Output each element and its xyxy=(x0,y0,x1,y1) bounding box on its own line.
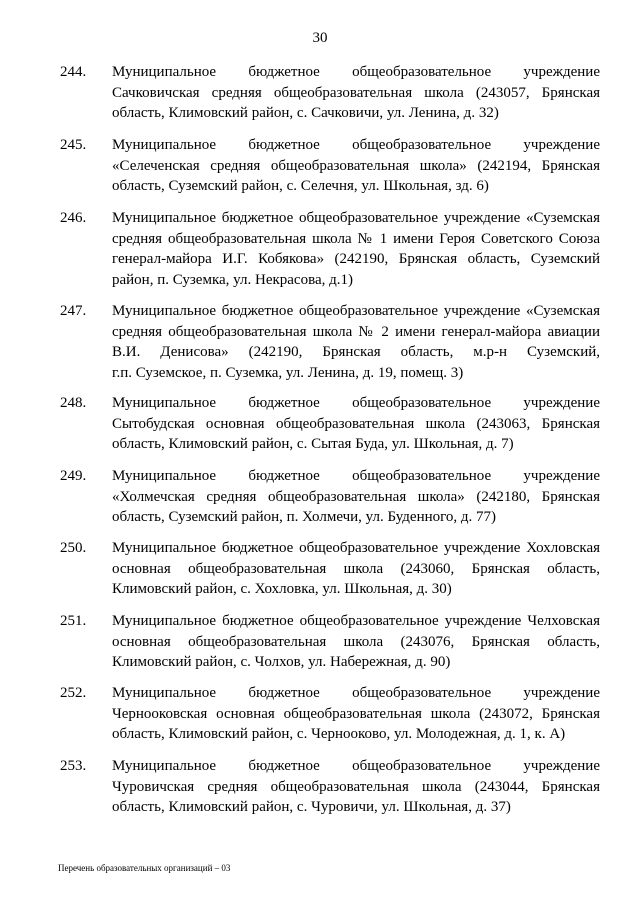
item-line: Муниципальное бюджетное общеобразовательное учреждение Хохловская xyxy=(112,540,600,556)
item-line: область, Климовский район, с. Чернооково, ул. Молодежная, д. 1, к. А) xyxy=(112,726,566,742)
item-line: Сытобудская основная общеобразовательная школа (243063, Брянская xyxy=(112,415,600,432)
item-line: Муниципальное бюджетное общеобразовательное учреждение xyxy=(112,758,600,774)
item-line: Чернооковская основная общеобразовательная школа (243072, Брянская xyxy=(112,705,600,722)
item-text xyxy=(112,466,600,528)
item-line: «Селеченская средняя общеобразовательная школа» (242194, Брянская xyxy=(112,157,600,174)
list-item xyxy=(60,301,600,393)
item-line: Муниципальное бюджетное общеобразовательное учреждение xyxy=(112,685,600,701)
item-line: область, Суземский район, п. Холмечи, ул. Буденного, д. 77) xyxy=(112,509,497,525)
page-footer: Перечень образовательных организаций – 03 xyxy=(58,863,231,873)
item-line: Муниципальное бюджетное общеобразовательное учреждение xyxy=(112,395,600,411)
list-item xyxy=(60,208,600,301)
item-line: Муниципальное бюджетное общеобразовательное учреждение xyxy=(112,137,600,153)
list-item xyxy=(60,393,600,466)
list-item xyxy=(60,135,600,208)
item-number: 251. xyxy=(60,613,87,629)
item-number: 250. xyxy=(60,540,87,556)
item-line: Муниципальное бюджетное общеобразовательное учреждение xyxy=(112,468,600,484)
item-line: «Холмечская средняя общеобразовательная школа» (242180, Брянская xyxy=(112,488,600,505)
item-line: Климовский район, с. Чолхов, ул. Набережная, д. 90) xyxy=(112,654,451,670)
item-number: 244. xyxy=(60,64,87,80)
item-line: Климовский район, с. Хохловка, ул. Школьная, д. 30) xyxy=(112,581,452,597)
list-item xyxy=(60,611,600,683)
item-line: Муниципальное бюджетное общеобразовательное учреждение Челховская xyxy=(112,613,600,629)
item-line: средняя общеобразовательная школа № 2 имени генерал-майора авиации xyxy=(112,323,600,340)
item-text xyxy=(112,756,600,818)
item-number: 246. xyxy=(60,210,87,226)
item-line: основная общеобразовательная школа (243060, Брянская область, xyxy=(112,560,600,577)
item-line: Чуровичская средняя общеобразовательная школа (243044, Брянская xyxy=(112,778,600,795)
list-item xyxy=(60,683,600,756)
item-line: генерал-майора И.Г. Кобякова» (242190, Брянская область, Суземский xyxy=(112,251,600,267)
item-text xyxy=(112,62,600,124)
item-line: Муниципальное бюджетное общеобразовательное учреждение «Суземская xyxy=(112,210,600,226)
item-text xyxy=(112,393,600,455)
list-item xyxy=(60,466,600,538)
item-line: область, Суземский район, с. Селечня, ул. Школьная, зд. 6) xyxy=(112,178,489,194)
item-line: Сачковичская средняя общеобразовательная школа (243057, Брянская xyxy=(112,84,600,101)
item-text xyxy=(112,538,600,600)
list-item xyxy=(60,756,600,829)
item-line: Муниципальное бюджетное общеобразовательное учреждение xyxy=(112,64,600,80)
item-line: область, Климовский район, с. Сачковичи, ул. Ленина, д. 32) xyxy=(112,105,499,121)
organization-list xyxy=(60,62,600,829)
item-text xyxy=(112,301,600,383)
page-number: 30 xyxy=(312,30,328,46)
item-line: В.И. Денисова» (242190, Брянская область, м.р-н Суземский, xyxy=(112,344,600,360)
item-number: 245. xyxy=(60,137,87,153)
item-text xyxy=(112,135,600,197)
item-number: 253. xyxy=(60,758,87,774)
list-item xyxy=(60,62,600,135)
item-line: область, Климовский район, с. Сытая Буда, ул. Школьная, д. 7) xyxy=(112,436,514,452)
item-line: основная общеобразовательная школа (243076, Брянская область, xyxy=(112,633,600,650)
item-text xyxy=(112,611,600,673)
list-item xyxy=(60,538,600,611)
item-line: область, Климовский район, с. Чуровичи, ул. Школьная, д. 37) xyxy=(112,799,511,815)
item-number: 249. xyxy=(60,468,87,484)
item-number: 248. xyxy=(60,395,87,411)
item-line: район, п. Суземка, ул. Некрасова, д.1) xyxy=(112,271,354,288)
item-text xyxy=(112,208,600,290)
item-line: средняя общеобразовательная школа № 1 имени Героя Советского Союза xyxy=(112,230,600,247)
item-text xyxy=(112,683,600,745)
item-number: 247. xyxy=(60,303,87,319)
item-number: 252. xyxy=(60,685,87,701)
item-line: Муниципальное бюджетное общеобразовательное учреждение «Суземская xyxy=(112,303,600,319)
item-line: г.п. Суземское, п. Суземка, ул. Ленина, д. 19, помещ. 3) xyxy=(112,364,464,381)
